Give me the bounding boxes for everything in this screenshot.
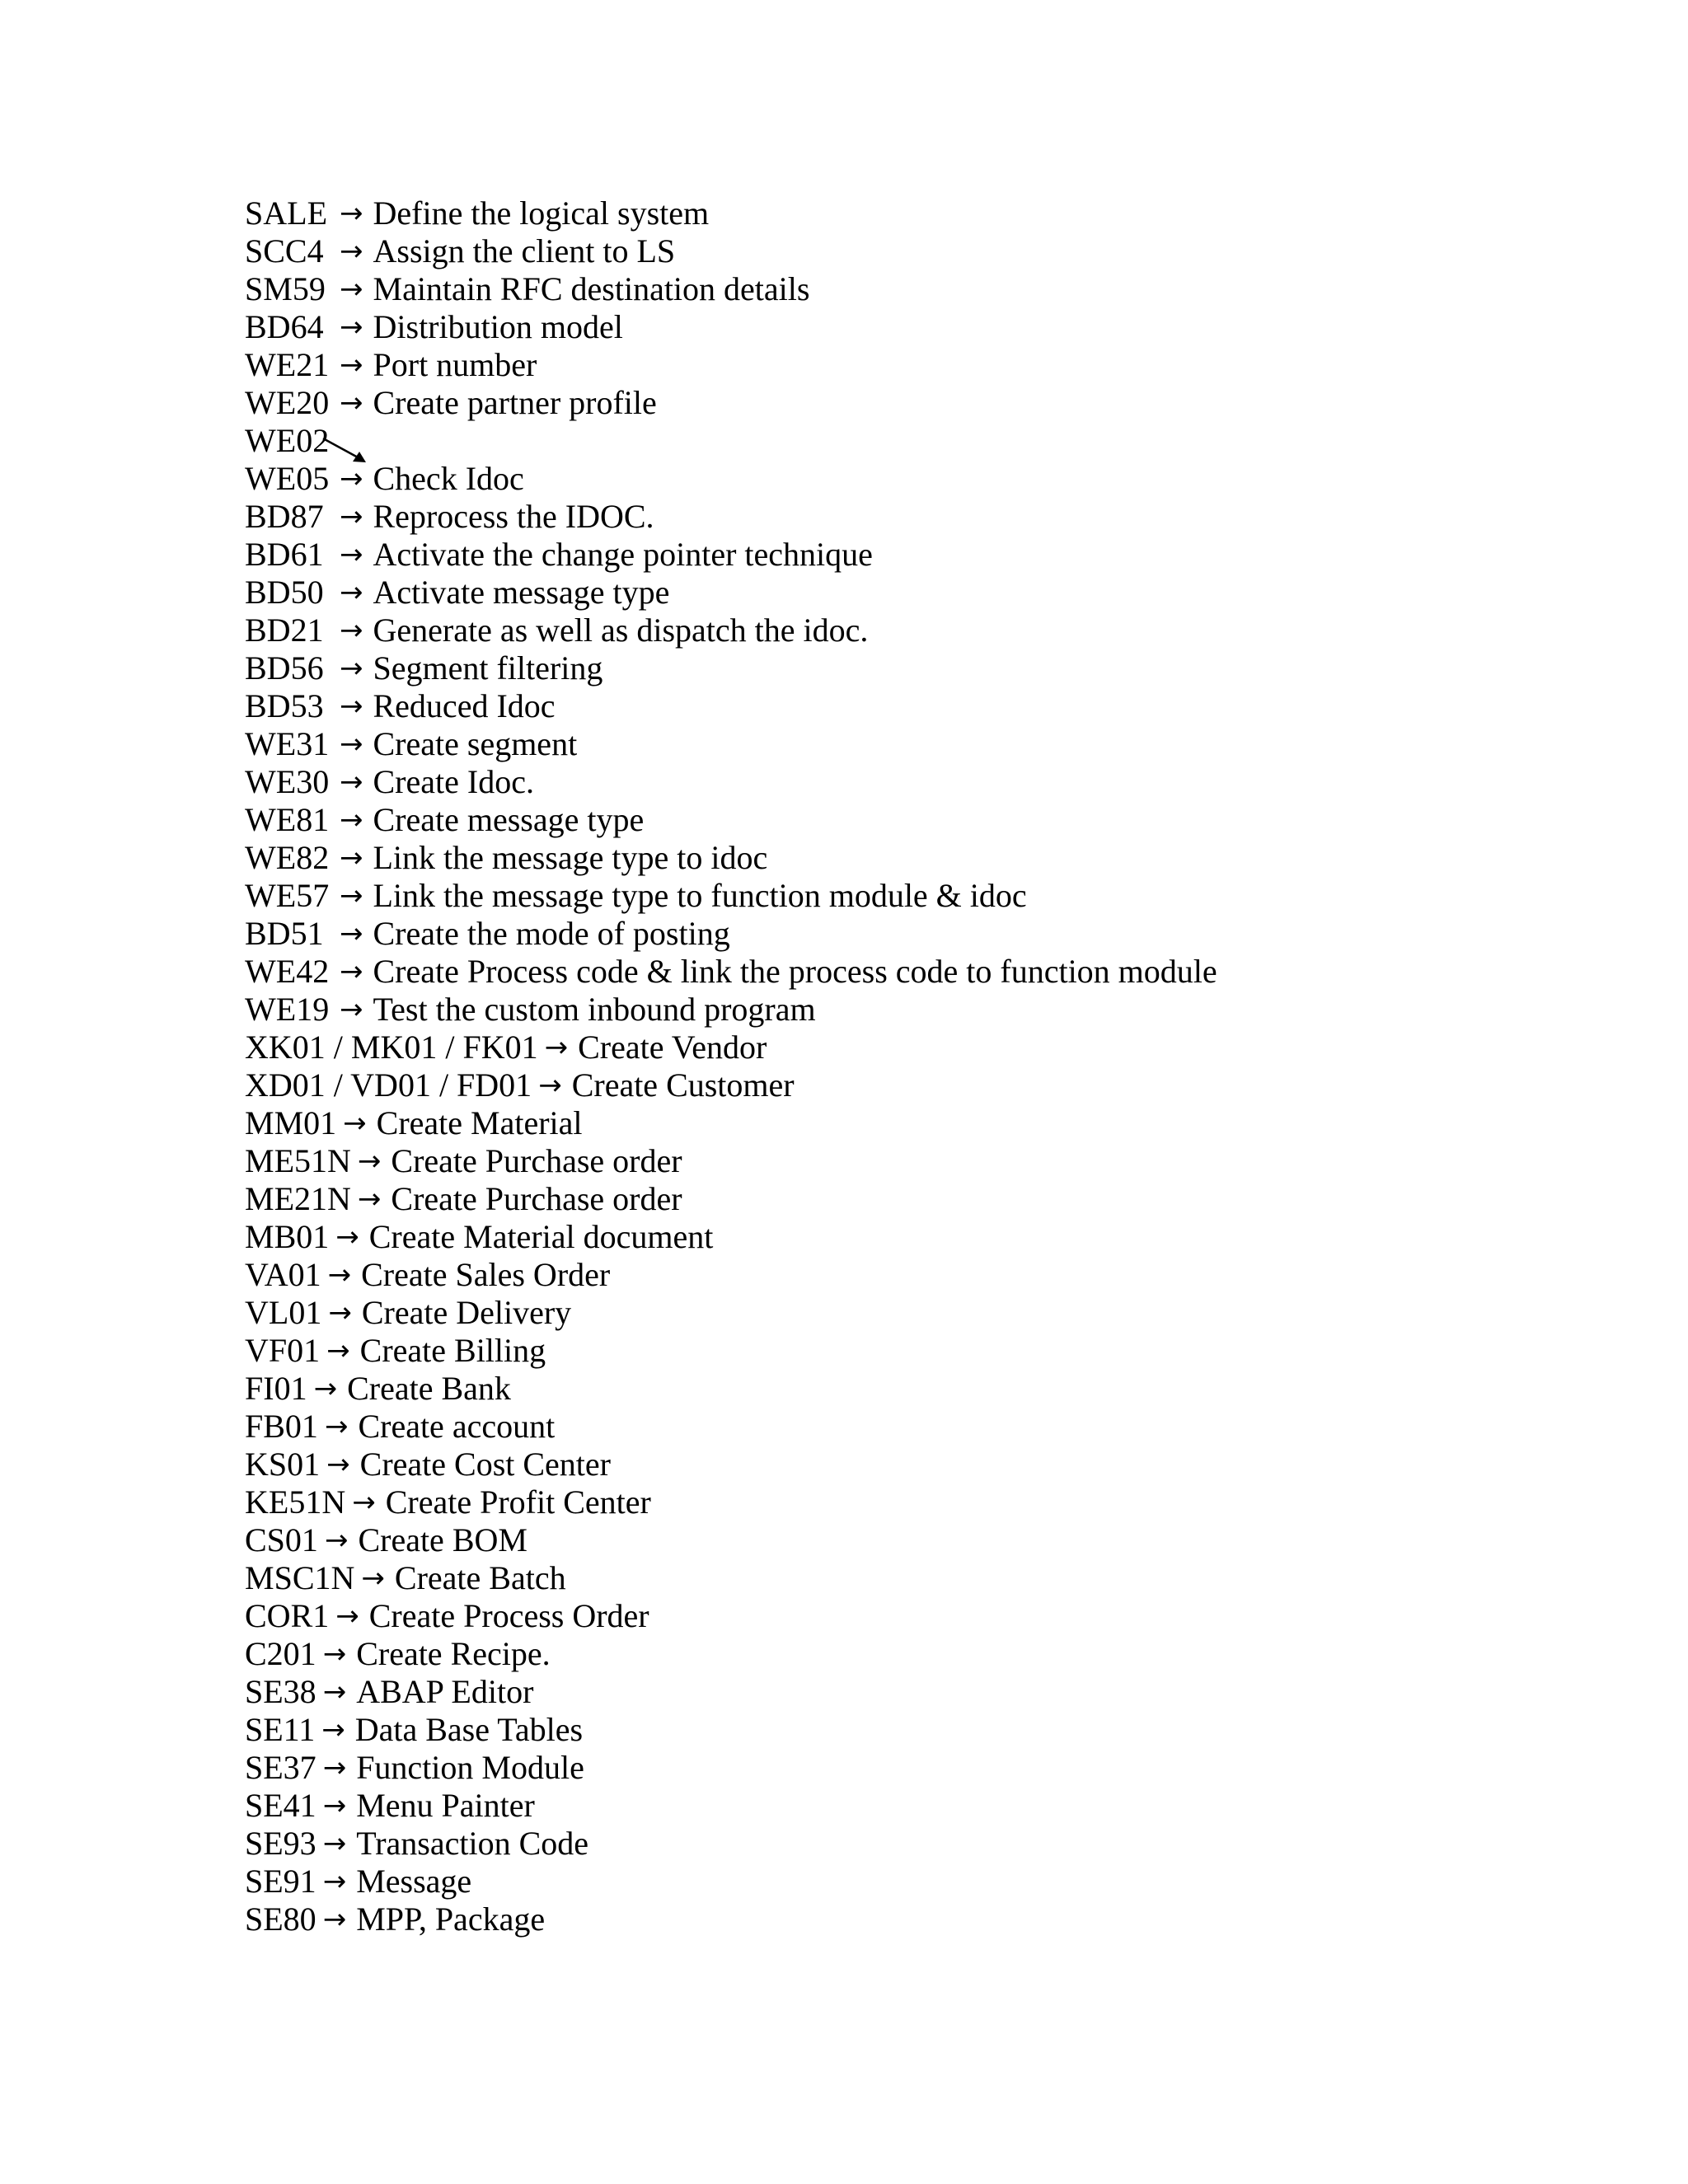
right-arrow-icon: → bbox=[321, 1713, 345, 1746]
transaction-code: CS01 bbox=[245, 1521, 318, 1558]
transaction-code: VA01 bbox=[245, 1256, 321, 1293]
transaction-description: Maintain RFC destination details bbox=[373, 270, 810, 307]
tcode-entry bbox=[245, 1408, 1217, 1446]
right-arrow-icon: → bbox=[340, 349, 363, 382]
transaction-description: Create segment bbox=[373, 725, 578, 762]
transaction-description: ABAP Editor bbox=[356, 1673, 534, 1710]
tcode-entry bbox=[245, 1673, 1217, 1711]
transaction-code: WE42 bbox=[245, 953, 330, 990]
transaction-description: Create Recipe. bbox=[356, 1635, 551, 1672]
transaction-code: SE37 bbox=[245, 1749, 316, 1786]
tcode-entry bbox=[245, 232, 1217, 270]
tcode-entry bbox=[245, 536, 1217, 574]
transaction-description: Create Sales Order bbox=[361, 1256, 611, 1293]
transaction-description: Create Delivery bbox=[361, 1294, 572, 1331]
right-arrow-icon: → bbox=[361, 1562, 385, 1595]
tcode-entry bbox=[245, 1900, 1217, 1938]
tcode-entry bbox=[245, 1218, 1217, 1256]
right-arrow-icon: → bbox=[340, 652, 363, 685]
transaction-description: Define the logical system bbox=[373, 194, 710, 232]
tcode-entry bbox=[245, 1483, 1217, 1521]
tcode-entry bbox=[245, 194, 1217, 232]
transaction-description: Message bbox=[356, 1863, 472, 1900]
right-arrow-icon: → bbox=[322, 1751, 347, 1784]
right-arrow-icon: → bbox=[335, 1600, 359, 1633]
tcode-entry bbox=[245, 1749, 1217, 1787]
tcode-entry bbox=[245, 308, 1217, 346]
right-arrow-icon: → bbox=[313, 1372, 338, 1405]
transaction-description: Distribution model bbox=[373, 308, 623, 345]
transaction-description: Generate as well as dispatch the idoc. bbox=[373, 612, 869, 649]
right-arrow-icon: → bbox=[326, 1448, 350, 1481]
transaction-description: Create partner profile bbox=[373, 384, 657, 421]
tcode-entry bbox=[245, 687, 1217, 725]
transaction-description: Port number bbox=[373, 346, 537, 383]
transaction-description: Activate the change pointer technique bbox=[373, 536, 873, 573]
diagonal-arrow-icon bbox=[323, 435, 373, 468]
transaction-code: BD61 bbox=[245, 536, 324, 573]
tcode-entry bbox=[245, 1825, 1217, 1863]
right-arrow-icon: → bbox=[322, 1865, 347, 1898]
right-arrow-icon: → bbox=[340, 841, 363, 874]
tcode-entry bbox=[245, 1446, 1217, 1483]
tcode-entry bbox=[245, 1142, 1217, 1180]
transaction-code: WE57 bbox=[245, 877, 330, 914]
tcode-entry bbox=[245, 801, 1217, 839]
tcode-entry bbox=[245, 953, 1217, 991]
transaction-code: ME51N bbox=[245, 1142, 351, 1179]
right-arrow-icon: → bbox=[357, 1183, 382, 1216]
transaction-description: Link the message type to idoc bbox=[373, 839, 768, 876]
transaction-code: SE80 bbox=[245, 1900, 316, 1938]
right-arrow-icon: → bbox=[340, 993, 363, 1026]
transaction-code: MM01 bbox=[245, 1104, 337, 1141]
transaction-code: VL01 bbox=[245, 1294, 322, 1331]
right-arrow-icon: → bbox=[340, 273, 363, 306]
transaction-code: XK01 / MK01 / FK01 bbox=[245, 1029, 538, 1066]
transaction-description: Link the message type to function module & idoc bbox=[373, 877, 1027, 914]
right-arrow-icon: → bbox=[340, 955, 363, 988]
transaction-description: Create the mode of posting bbox=[373, 915, 730, 952]
right-arrow-icon: → bbox=[322, 1638, 347, 1671]
transaction-code: WE05 bbox=[245, 460, 330, 497]
tcode-entry bbox=[245, 1597, 1217, 1635]
transaction-description: Segment filtering bbox=[373, 649, 603, 687]
right-arrow-icon: → bbox=[340, 197, 363, 230]
transaction-description: Activate message type bbox=[373, 574, 670, 611]
transaction-description: Create Idoc. bbox=[373, 763, 534, 800]
right-arrow-icon: → bbox=[324, 1410, 349, 1443]
right-arrow-icon: → bbox=[340, 576, 363, 609]
right-arrow-icon: → bbox=[357, 1145, 382, 1178]
right-arrow-icon: → bbox=[326, 1334, 350, 1367]
tcode-entry bbox=[245, 384, 1217, 422]
transaction-description: Check Idoc bbox=[373, 460, 524, 497]
tcode-entry bbox=[245, 574, 1217, 612]
tcode-entry bbox=[245, 1370, 1217, 1408]
tcode-entry bbox=[245, 1711, 1217, 1749]
transaction-code: BD50 bbox=[245, 574, 324, 611]
tcode-entry bbox=[245, 346, 1217, 384]
transaction-code: ME21N bbox=[245, 1180, 351, 1217]
right-arrow-icon: → bbox=[322, 1789, 347, 1822]
right-arrow-icon: → bbox=[340, 690, 363, 723]
transaction-code: WE31 bbox=[245, 725, 330, 762]
transaction-description: Create Purchase order bbox=[391, 1142, 682, 1179]
transaction-description: Data Base Tables bbox=[354, 1711, 584, 1748]
transaction-code: SE38 bbox=[245, 1673, 316, 1710]
transaction-code: WE21 bbox=[245, 346, 330, 383]
right-arrow-icon: → bbox=[340, 879, 363, 912]
transaction-code: WE30 bbox=[245, 763, 330, 800]
transaction-description: Create message type bbox=[373, 801, 645, 838]
tcode-entry bbox=[245, 877, 1217, 915]
transaction-code: SE41 bbox=[245, 1787, 316, 1824]
tcode-entry bbox=[245, 839, 1217, 877]
right-arrow-icon: → bbox=[343, 1107, 367, 1140]
transaction-code: BD21 bbox=[245, 612, 324, 649]
transaction-code: SE91 bbox=[245, 1863, 316, 1900]
transaction-description: Create Customer bbox=[571, 1066, 795, 1104]
tcode-entry bbox=[245, 460, 1217, 498]
right-arrow-icon: → bbox=[340, 614, 363, 647]
transaction-description: Create account bbox=[358, 1408, 556, 1445]
transaction-code: WE02 bbox=[245, 422, 330, 459]
transaction-code: SM59 bbox=[245, 270, 326, 307]
transaction-description: Create Bank bbox=[347, 1370, 511, 1407]
right-arrow-icon: → bbox=[340, 538, 363, 571]
right-arrow-icon: → bbox=[352, 1486, 376, 1519]
transaction-description: Create BOM bbox=[358, 1521, 528, 1558]
tcode-entry bbox=[245, 1559, 1217, 1597]
transaction-code: C201 bbox=[245, 1635, 316, 1672]
right-arrow-icon: → bbox=[340, 728, 363, 761]
transaction-code: VF01 bbox=[245, 1332, 321, 1369]
right-arrow-icon: → bbox=[544, 1031, 569, 1064]
right-arrow-icon: → bbox=[322, 1827, 347, 1860]
tcode-entry bbox=[245, 1066, 1217, 1104]
right-arrow-icon: → bbox=[328, 1296, 352, 1329]
right-arrow-icon: → bbox=[340, 311, 363, 344]
tcode-entry bbox=[245, 1294, 1217, 1332]
transaction-code: BD56 bbox=[245, 649, 324, 687]
transaction-description: Create Cost Center bbox=[359, 1446, 611, 1483]
right-arrow-icon: → bbox=[340, 500, 363, 533]
transaction-description: Create Billing bbox=[359, 1332, 546, 1369]
transaction-description: Create Material document bbox=[368, 1218, 714, 1255]
right-arrow-icon: → bbox=[322, 1903, 347, 1936]
transaction-code: WE20 bbox=[245, 384, 330, 421]
tcode-entry bbox=[245, 1180, 1217, 1218]
tcode-entry bbox=[245, 1787, 1217, 1825]
transaction-description: Create Vendor bbox=[578, 1029, 767, 1066]
right-arrow-icon: → bbox=[324, 1524, 349, 1557]
transaction-code: MSC1N bbox=[245, 1559, 355, 1596]
tcode-entry bbox=[245, 915, 1217, 953]
transaction-code: BD87 bbox=[245, 498, 324, 535]
transaction-description: Create Batch bbox=[394, 1559, 566, 1596]
tcode-entry bbox=[245, 991, 1217, 1029]
transaction-code: KS01 bbox=[245, 1446, 321, 1483]
transaction-code: MB01 bbox=[245, 1218, 330, 1255]
transaction-description: Reprocess the IDOC. bbox=[373, 498, 654, 535]
tcode-entry bbox=[245, 1521, 1217, 1559]
transaction-description: Function Module bbox=[356, 1749, 584, 1786]
transaction-description: Menu Painter bbox=[356, 1787, 535, 1824]
transaction-code: KE51N bbox=[245, 1483, 346, 1521]
right-arrow-icon: → bbox=[327, 1258, 352, 1291]
tcode-entry bbox=[245, 612, 1217, 649]
transaction-code: WE82 bbox=[245, 839, 330, 876]
transaction-description: Create Profit Center bbox=[385, 1483, 651, 1521]
transaction-description: Create Purchase order bbox=[391, 1180, 682, 1217]
right-arrow-icon: → bbox=[322, 1675, 347, 1708]
transaction-code: BD64 bbox=[245, 308, 324, 345]
transaction-code: WE19 bbox=[245, 991, 330, 1028]
transaction-description: Reduced Idoc bbox=[373, 687, 556, 724]
right-arrow-icon: → bbox=[340, 766, 363, 799]
transaction-code: SE93 bbox=[245, 1825, 316, 1862]
right-arrow-icon: → bbox=[538, 1069, 562, 1102]
transaction-code: SCC4 bbox=[245, 232, 324, 269]
tcode-entry bbox=[245, 649, 1217, 687]
tcode-entry bbox=[245, 725, 1217, 763]
right-arrow-icon: → bbox=[340, 462, 363, 495]
tcode-entry bbox=[245, 763, 1217, 801]
right-arrow-icon: → bbox=[340, 804, 363, 837]
transaction-description: Test the custom inbound program bbox=[373, 991, 816, 1028]
transaction-code: FI01 bbox=[245, 1370, 307, 1407]
right-arrow-icon: → bbox=[340, 917, 363, 950]
transaction-code: SE11 bbox=[245, 1711, 316, 1748]
tcode-entry bbox=[245, 270, 1217, 308]
tcode-entry bbox=[245, 498, 1217, 536]
transaction-description: Create Material bbox=[376, 1104, 583, 1141]
transaction-code: BD53 bbox=[245, 687, 324, 724]
transaction-description: MPP, Package bbox=[356, 1900, 546, 1938]
transaction-description: Create Process Order bbox=[368, 1597, 649, 1634]
right-arrow-icon: → bbox=[335, 1221, 359, 1254]
right-arrow-icon: → bbox=[340, 235, 363, 268]
transaction-code: BD51 bbox=[245, 915, 324, 952]
tcode-entry bbox=[245, 1104, 1217, 1142]
transaction-code: XD01 / VD01 / FD01 bbox=[245, 1066, 532, 1104]
transaction-description: Transaction Code bbox=[356, 1825, 589, 1862]
tcode-entry bbox=[245, 1029, 1217, 1066]
transaction-code: WE81 bbox=[245, 801, 330, 838]
tcode-entry bbox=[245, 422, 1217, 460]
transaction-code-list bbox=[245, 194, 1217, 1938]
tcode-entry bbox=[245, 1256, 1217, 1294]
tcode-entry bbox=[245, 1863, 1217, 1900]
transaction-description: Assign the client to LS bbox=[373, 232, 676, 269]
tcode-entry bbox=[245, 1635, 1217, 1673]
tcode-entry bbox=[245, 1332, 1217, 1370]
transaction-description: Create Process code & link the process code to function module bbox=[373, 953, 1217, 990]
transaction-code: COR1 bbox=[245, 1597, 330, 1634]
transaction-code: SALE bbox=[245, 194, 327, 232]
right-arrow-icon: → bbox=[340, 387, 363, 419]
transaction-code: FB01 bbox=[245, 1408, 318, 1445]
